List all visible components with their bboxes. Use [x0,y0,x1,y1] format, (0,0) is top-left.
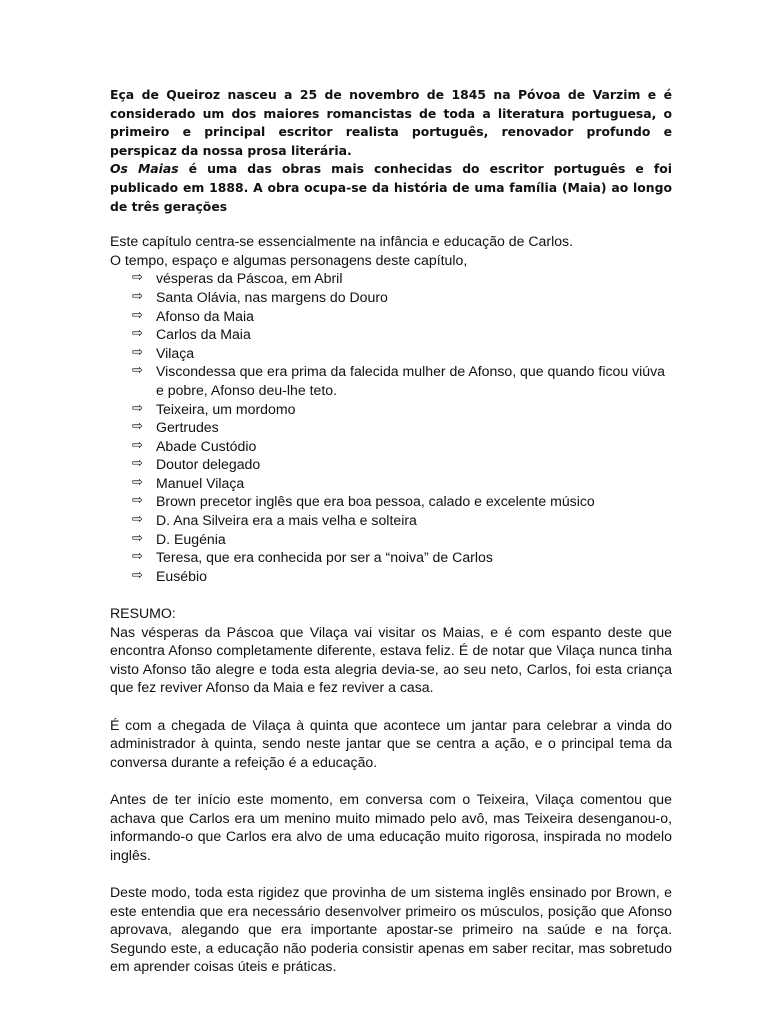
summary-paragraph: Antes de ter início este momento, em conversa com o Teixeira, Vilaça comentou que achava que Carlos era um menino muito mimado pelo avô, mas Teixeira desenganou-o, informando-o que Carlos era alvo de uma educação muito rigorosa, inspirada no modelo inglês. [110,790,672,863]
arrow-icon: ⇨ [132,307,143,323]
intro-author-text: Eça de Queiroz nasceu a 25 de novembro de 1845 na Póvoa de Varzim e é considerado um dos maiores romancistas de toda a literatura portuguesa, o primeiro e principal escritor realista português, renovador profundo e perspicaz da nossa prosa literária. [110,87,672,158]
summary-paragraph: Nas vésperas da Páscoa que Vilaça vai visitar os Maias, e é com espanto deste que encontra Afonso completamente diferente, estava feliz. É de notar que Vilaça nunca tinha visto Afonso tão alegre e toda esta alegria devia-se, ao seu neto, Carlos, foi esta criança que fez reviver Afonso da Maia e fez reviver a casa. [110,623,672,696]
arrow-icon: ⇨ [132,419,143,435]
list-item: ⇨ Abade Custódio [132,437,257,454]
list-item: ⇨ vésperas da Páscoa, em Abril [132,270,343,287]
arrow-icon: ⇨ [132,456,143,472]
summary-paragraph: É com a chegada de Vilaça à quinta que acontece um jantar para celebrar a vinda do administrador à quinta, sendo neste jantar que se centra a ação, e o principal tema da conversa durante a refeição é a educação. [110,716,672,770]
intro-paragraph [110,86,672,216]
document-page [110,86,672,976]
arrow-icon: ⇨ [132,363,143,379]
arrow-icon: ⇨ [132,270,143,286]
list-item: ⇨ Manuel Vilaça [132,474,245,491]
arrow-icon: ⇨ [132,493,143,509]
list-item: ⇨ D. Eugénia [132,530,226,547]
list-item: ⇨ Afonso da Maia [132,307,254,324]
list-item: ⇨ Santa Olávia, nas margens do Douro [132,288,388,305]
character-list [110,269,672,585]
list-item: ⇨ Teresa, que era conhecida por ser a “noiva” de Carlos [132,549,493,566]
arrow-icon: ⇨ [132,567,143,583]
arrow-icon: ⇨ [132,400,143,416]
list-item: ⇨ Eusébio [132,567,207,584]
summary-paragraph: Deste modo, toda esta rigidez que provinha de um sistema inglês ensinado por Brown, e este entendia que era necessário desenvolver primeiro os músculos, posição que Afonso aprovava, alegando que era importante apostar-se primeiro na saúde e na força. Segundo este, a educação não poderia consistir apenas em saber recitar, mas sobretudo em aprender coisas úteis e práticas. [110,883,672,975]
arrow-icon: ⇨ [132,288,143,304]
list-item: ⇨ Gertrudes [132,419,219,436]
arrow-icon: ⇨ [132,512,143,528]
list-item: ⇨ Vilaça [132,344,195,361]
list-intro: O tempo, espaço e algumas personagens deste capítulo, [110,251,468,268]
intro-book-title: Os Maias [110,161,179,177]
arrow-icon: ⇨ [132,549,143,565]
arrow-icon: ⇨ [132,530,143,546]
list-item: ⇨ Doutor delegado [132,456,261,473]
arrow-icon: ⇨ [132,326,143,342]
chapter-focus: Este capítulo centra-se essencialmente na infância e educação de Carlos. [110,233,574,250]
arrow-icon: ⇨ [132,437,143,453]
list-item: ⇨ Teixeira, um mordomo [132,400,296,417]
summary-heading: RESUMO: [110,605,176,622]
list-item: ⇨ Brown precetor inglês que era boa pessoa, calado e excelente músico [132,493,595,510]
intro-book-text: é uma das obras mais conhecidas do escritor português e foi publicado em 1888. A obra ocupa-se da história de uma família (Maia) ao longo de três gerações [110,161,672,214]
arrow-icon: ⇨ [132,474,143,490]
list-item: ⇨ Carlos da Maia [132,326,251,343]
list-item: ⇨ D. Ana Silveira era a mais velha e solteira [132,512,417,529]
arrow-icon: ⇨ [132,344,143,360]
list-item: ⇨ Viscondessa que era prima da falecida mulher de Afonso, que quando ficou viúva e pobre, Afonso deu-lhe teto. [132,363,666,398]
